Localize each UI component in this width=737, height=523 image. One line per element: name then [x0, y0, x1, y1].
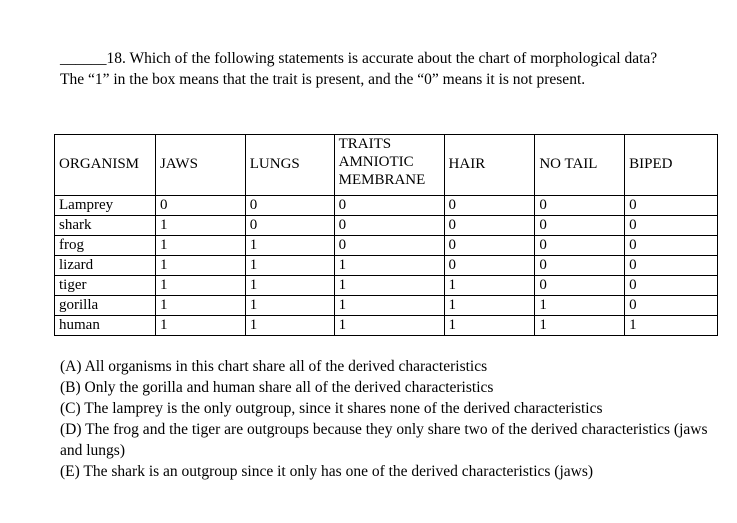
question-text: Which of the following statements is accurate about the chart of morphological data?	[129, 50, 658, 67]
organism-cell: shark	[55, 216, 156, 236]
column-header-organism: ORGANISM	[55, 153, 156, 196]
column-header-jaws: JAWS	[155, 153, 245, 196]
column-header-amniotic-membrane	[334, 153, 444, 196]
column-header-hair: HAIR	[444, 153, 535, 196]
column-header-no-tail: NO TAIL	[535, 153, 625, 196]
trait-cell: 0	[625, 276, 718, 296]
trait-cell: 0	[444, 196, 535, 216]
trait-cell: 0	[535, 216, 625, 236]
trait-cell: 0	[155, 196, 245, 216]
organism-cell: human	[55, 316, 156, 336]
trait-cell: 1	[245, 276, 334, 296]
organism-cell: frog	[55, 236, 156, 256]
trait-cell: 0	[625, 256, 718, 276]
question-number: 18.	[106, 50, 126, 67]
table-row-lamprey	[55, 196, 718, 216]
question-block	[60, 48, 720, 90]
answer-option-a	[60, 356, 720, 377]
column-header-row	[55, 153, 718, 196]
trait-cell: 1	[334, 296, 444, 316]
organism-cell: gorilla	[55, 296, 156, 316]
traits-heading-spacer	[245, 135, 334, 154]
trait-cell: 0	[535, 276, 625, 296]
trait-cell: 1	[155, 276, 245, 296]
trait-cell: 0	[625, 196, 718, 216]
traits-heading-spacer	[625, 135, 718, 154]
trait-cell: 1	[155, 316, 245, 336]
answer-option-d	[60, 419, 720, 461]
trait-cell: 1	[245, 316, 334, 336]
answer-text: All organisms in this chart share all of the derived characteristics	[84, 358, 488, 375]
trait-cell: 1	[535, 296, 625, 316]
answer-options	[60, 356, 720, 482]
traits-heading-row	[55, 135, 718, 154]
answer-blank: ______	[60, 50, 107, 67]
table-row-human	[55, 316, 718, 336]
trait-cell: 0	[535, 196, 625, 216]
trait-cell: 0	[444, 216, 535, 236]
trait-cell: 1	[535, 316, 625, 336]
traits-heading-spacer	[444, 135, 535, 154]
table-row-gorilla	[55, 296, 718, 316]
column-header-lungs: LUNGS	[245, 153, 334, 196]
trait-cell: 0	[245, 196, 334, 216]
trait-cell: 0	[625, 296, 718, 316]
column-header-biped: BIPED	[625, 153, 718, 196]
answer-text: The shark is an outgroup since it only has one of the derived characteristics (jaws)	[83, 463, 594, 480]
morphological-data-table	[54, 134, 718, 336]
question-line	[60, 48, 720, 69]
trait-cell: 1	[245, 296, 334, 316]
traits-heading-spacer	[535, 135, 625, 154]
answer-letter: (C)	[60, 400, 81, 417]
trait-cell: 0	[334, 216, 444, 236]
trait-cell: 0	[444, 256, 535, 276]
trait-cell: 1	[444, 316, 535, 336]
answer-letter: (B)	[60, 379, 81, 396]
trait-cell: 0	[334, 236, 444, 256]
trait-cell: 0	[444, 236, 535, 256]
trait-cell: 1	[334, 276, 444, 296]
trait-cell: 1	[334, 256, 444, 276]
trait-cell: 0	[625, 236, 718, 256]
trait-cell: 1	[155, 236, 245, 256]
trait-cell: 1	[444, 276, 535, 296]
trait-cell: 0	[535, 256, 625, 276]
trait-cell: 1	[155, 296, 245, 316]
column-header-amniotic-line2: MEMBRANE	[338, 172, 426, 188]
traits-heading: TRAITS	[334, 135, 444, 154]
trait-cell: 0	[334, 196, 444, 216]
answer-letter: (E)	[60, 463, 80, 480]
table-row-lizard	[55, 256, 718, 276]
organism-cell: lizard	[55, 256, 156, 276]
trait-cell: 0	[535, 236, 625, 256]
trait-cell: 0	[245, 216, 334, 236]
answer-option-b	[60, 377, 720, 398]
trait-cell: 1	[245, 256, 334, 276]
table-row-frog	[55, 236, 718, 256]
answer-text: The frog and the tiger are outgroups because they only share two of the derived characteristics (jaws and lungs)	[60, 421, 708, 459]
trait-cell: 1	[444, 296, 535, 316]
trait-cell: 1	[334, 316, 444, 336]
trait-cell: 1	[245, 236, 334, 256]
answer-letter: (A)	[60, 358, 82, 375]
answer-text: The lamprey is the only outgroup, since it shares none of the derived characteristics	[84, 400, 603, 417]
column-header-amniotic-line1: AMNIOTIC	[338, 154, 414, 170]
trait-cell: 1	[155, 216, 245, 236]
organism-cell: Lamprey	[55, 196, 156, 216]
answer-option-c	[60, 398, 720, 419]
table-row-shark	[55, 216, 718, 236]
traits-heading-spacer	[55, 135, 156, 154]
trait-cell: 1	[155, 256, 245, 276]
trait-cell: 0	[625, 216, 718, 236]
table-row-tiger	[55, 276, 718, 296]
answer-letter: (D)	[60, 421, 82, 438]
traits-heading-spacer	[155, 135, 245, 154]
answer-option-e	[60, 461, 720, 482]
answer-text: Only the gorilla and human share all of the derived characteristics	[84, 379, 494, 396]
organism-cell: tiger	[55, 276, 156, 296]
question-note: The “1” in the box means that the trait is present, and the “0” means it is not present.	[60, 71, 586, 88]
trait-cell: 1	[625, 316, 718, 336]
